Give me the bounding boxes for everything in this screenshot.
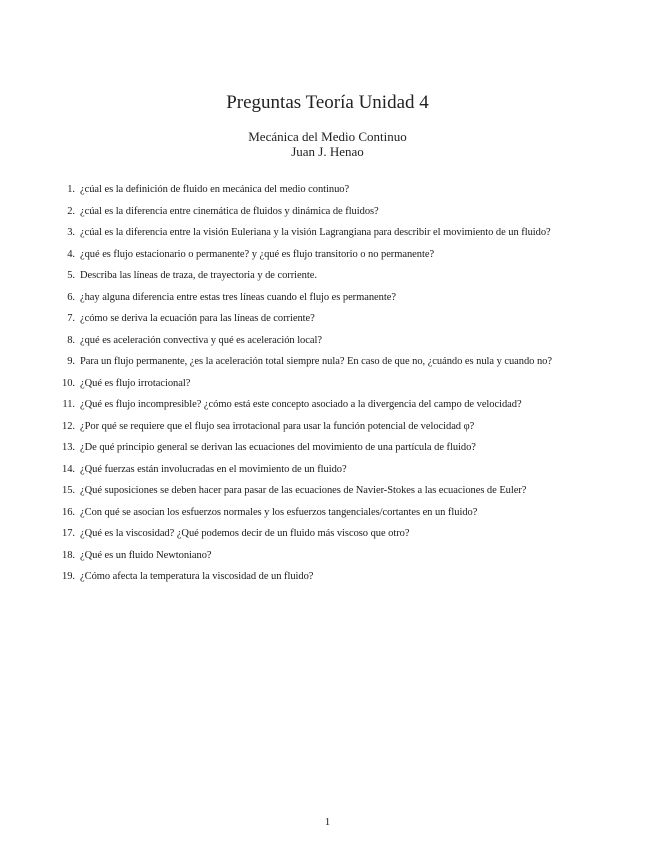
question-text: ¿Qué suposiciones se deben hacer para pasar de las ecuaciones de Navier-Stokes a las ecuaciones de Euler? <box>80 485 527 496</box>
question-item <box>0 441 655 454</box>
question-item <box>0 205 655 218</box>
question-number: 5. <box>67 270 75 281</box>
question-item <box>0 527 655 540</box>
question-text: ¿cómo se deriva la ecuación para las líneas de corriente? <box>80 313 315 324</box>
question-item <box>0 183 655 196</box>
question-text: ¿Qué es flujo incompresible? ¿cómo está este concepto asociado a la divergencia del campo de velocidad? <box>80 399 522 410</box>
question-item <box>0 484 655 497</box>
question-item <box>0 291 655 304</box>
question-text: ¿Qué es la viscosidad? ¿Qué podemos decir de un fluido más viscoso que otro? <box>80 528 410 539</box>
question-number: 2. <box>67 205 75 217</box>
question-text: ¿Qué es un fluido Newtoniano? <box>80 549 212 561</box>
question-item <box>0 506 655 519</box>
question-text: ¿Qué es flujo irrotacional? <box>80 377 191 389</box>
question-text: ¿hay alguna diferencia entre estas tres líneas cuando el flujo es permanente? <box>80 291 396 303</box>
question-item <box>0 269 655 282</box>
question-item <box>0 355 655 368</box>
question-text: ¿cúal es la definición de fluido en mecánica del medio continuo? <box>80 184 350 195</box>
question-number: 9. <box>67 356 75 367</box>
question-item <box>0 312 655 325</box>
question-text: ¿cúal es la diferencia entre cinemática de fluidos y dinámica de fluidos? <box>80 205 379 217</box>
question-number: 14. <box>62 463 75 475</box>
course-name: Mecánica del Medio Continuo <box>248 129 407 144</box>
question-number: 4. <box>67 248 75 260</box>
question-text: ¿Por qué se requiere que el flujo sea irrotacional para usar la función potencial de velocidad φ? <box>80 420 475 432</box>
question-number: 15. <box>62 485 75 496</box>
question-number: 12. <box>62 420 75 432</box>
question-item <box>0 226 655 239</box>
question-item <box>0 377 655 390</box>
question-number: 11. <box>62 399 75 410</box>
question-item <box>0 420 655 433</box>
question-text: Describa las líneas de traza, de trayectoria y de corriente. <box>80 270 317 281</box>
question-text: ¿qué es aceleración convectiva y qué es aceleración local? <box>80 334 322 346</box>
question-text: ¿qué es flujo estacionario o permanente? y ¿qué es flujo transitorio o no permanente? <box>80 248 435 260</box>
question-number: 18. <box>62 549 75 561</box>
question-number: 17. <box>62 528 75 539</box>
author-name: Juan J. Henao <box>291 144 364 159</box>
question-item <box>0 463 655 476</box>
question-text: ¿Qué fuerzas están involucradas en el movimiento de un fluido? <box>80 463 347 475</box>
question-number: 7. <box>67 313 75 324</box>
question-text: ¿cúal es la diferencia entre la visión Euleriana y la visión Lagrangiana para describir el movimiento de un fluido? <box>80 227 551 238</box>
question-number: 6. <box>67 291 75 303</box>
question-number: 19. <box>62 571 75 582</box>
question-number: 8. <box>67 334 75 346</box>
question-number: 13. <box>62 442 75 453</box>
question-number: 10. <box>62 377 75 389</box>
question-item <box>0 334 655 347</box>
question-item <box>0 570 655 583</box>
question-item <box>0 398 655 411</box>
question-text: ¿Cómo afecta la temperatura la viscosidad de un fluido? <box>80 571 314 582</box>
question-text: ¿Con qué se asocian los esfuerzos normales y los esfuerzos tangenciales/cortantes en un fluido? <box>80 506 478 518</box>
question-text: ¿De qué principio general se derivan las ecuaciones del movimiento de una partícula de fluido? <box>80 442 476 453</box>
question-number: 1. <box>67 184 75 195</box>
question-text: Para un flujo permanente, ¿es la aceleración total siempre nula? En caso de que no, ¿cuándo es nula y cuando no? <box>80 356 552 367</box>
question-item <box>0 248 655 261</box>
question-item <box>0 549 655 562</box>
question-list <box>0 183 655 592</box>
page-number: 1 <box>324 816 331 828</box>
question-number: 16. <box>62 506 75 518</box>
document-title: Preguntas Teoría Unidad 4 <box>226 92 429 113</box>
question-number: 3. <box>67 227 75 238</box>
